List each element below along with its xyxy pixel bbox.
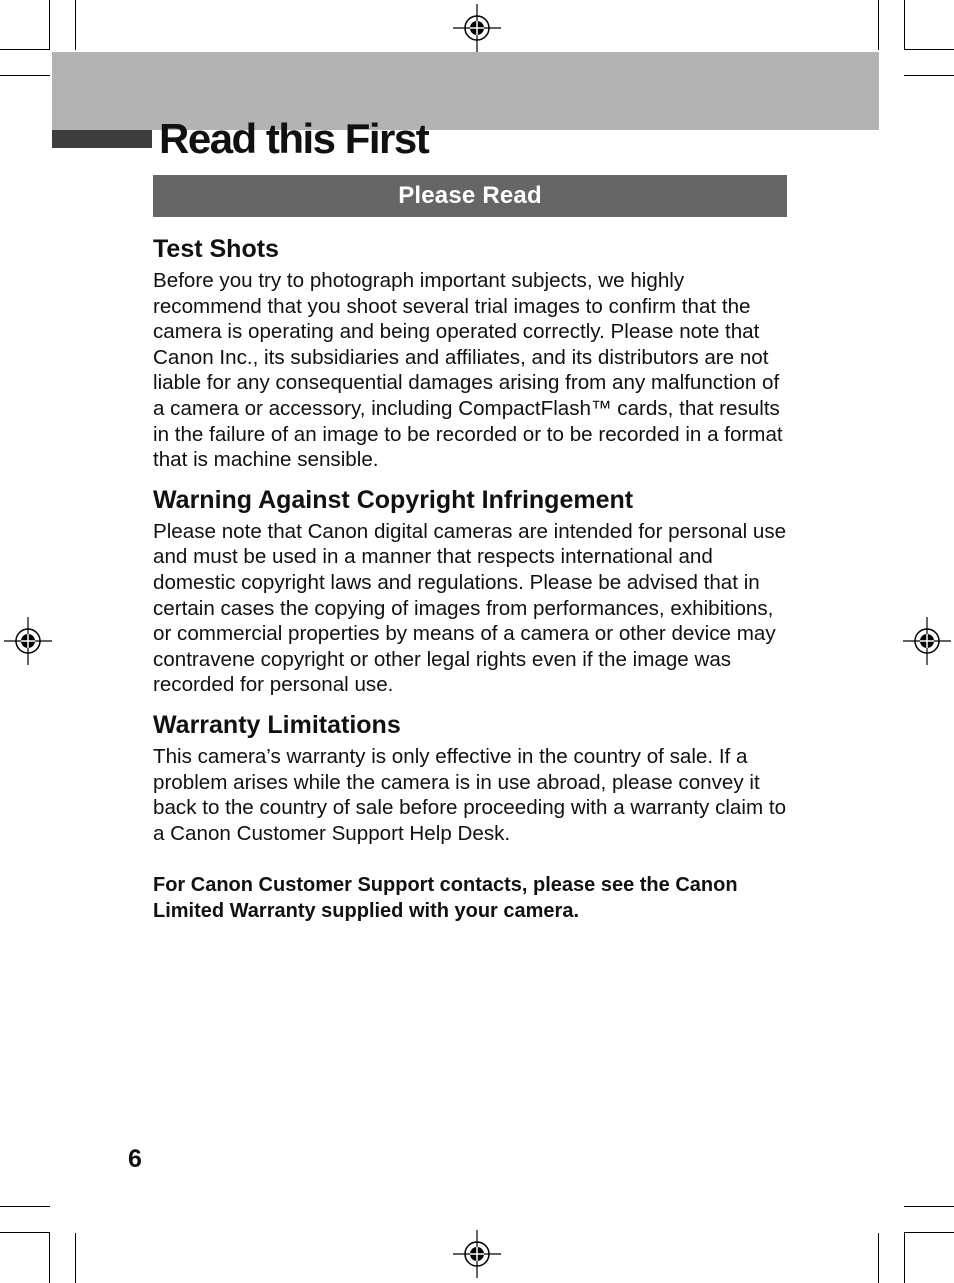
support-note: For Canon Customer Support contacts, please see the Canon Limited Warranty supplied with your camera. [153,874,738,922]
crop-mark [0,1232,50,1233]
registration-mark-icon [451,2,503,54]
title-accent-bar [52,130,152,148]
registration-mark-icon [451,1228,503,1280]
crop-mark [878,1233,879,1283]
section-test-shots [153,230,793,473]
crop-mark [904,49,954,50]
section-heading: Warning Against Copyright Infringement [153,485,634,514]
section-heading: Warranty Limitations [153,710,401,739]
crop-mark [0,49,50,50]
page-number: 6 [128,1145,142,1173]
crop-mark [75,1233,76,1283]
registration-mark-icon [2,615,54,667]
crop-mark [49,0,50,50]
crop-mark [904,1233,905,1283]
section-body: This camera’s warranty is only effective in the country of sale. If a problem arises while the camera is in use abroad, please convey it back to the country of sale before proceeding with a warranty claim to a Canon Customer Support Help Desk. [153,744,787,845]
crop-mark [904,1232,954,1233]
crop-mark [49,1233,50,1283]
registration-mark-icon [901,615,953,667]
crop-mark [904,0,905,50]
crop-mark [75,0,76,50]
section-heading: Test Shots [153,235,279,263]
section-body: Before you try to photograph important subjects, we highly recommend that you shoot several trial images to confirm that the camera is operating and being operated correctly. Please note that Canon Inc., its subsidiaries and affiliates, and its distributors are not liable for any consequential damages arising from any malfunction of a camera or accessory, including CompactFlash™ cards, that results in the failure of an image to be recorded or to be recorded in a format that is machine sensible. [153,269,783,472]
section-body: Please note that Canon digital cameras are intended for personal use and must be used in a manner that respects international and domestic copyright laws and regulations. Please be advised that in certain cases the copying of images from performances, exhibitions, or commercial properties by means of a camera or other device may contravene copyright or other legal rights even if the image was recorded for personal use. [153,519,787,697]
please-read-banner: Please Read [153,175,787,217]
crop-mark [878,0,879,50]
main-content [153,230,793,924]
crop-mark [904,1206,954,1207]
page-title: Read this First [159,115,429,162]
crop-mark [904,75,954,76]
section-copyright-warning [153,481,793,698]
crop-mark [0,1206,50,1207]
section-warranty-limitations [153,706,793,846]
crop-mark [0,75,50,76]
